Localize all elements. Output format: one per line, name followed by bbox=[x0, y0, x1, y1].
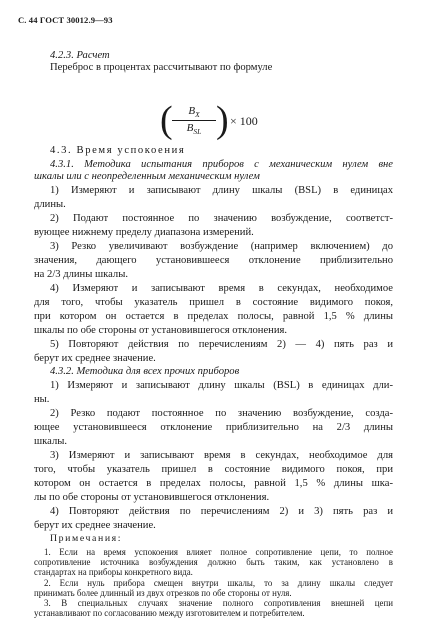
item-4-line-1: 4) Измеряют и записывают время в секундах, необходимое bbox=[50, 283, 393, 294]
item-3-line-1: 3) Резко увеличивают возбуждение (например включением) до bbox=[50, 241, 393, 252]
section-4-2-3-text: Переброс в процентах рассчитывают по формуле bbox=[50, 62, 273, 73]
item-5-line-1: 5) Повторяют действия по перечислениям 2) — 4) пять раз и bbox=[50, 339, 393, 350]
item-1-line-1: 1) Измеряют и записывают длину шкалы (BSL) в единицах bbox=[50, 185, 393, 196]
item-4-line-3: при котором он остается в пределах полосы, равной 1,5 % длины bbox=[34, 311, 393, 322]
item-4-line-2: для того, чтобы указатель пришел в состояние видимого покоя, bbox=[34, 297, 393, 308]
item-b2-line-3: шкалы. bbox=[34, 436, 67, 447]
item-2-line-2: вующее нижнему пределу диапазона измерений. bbox=[34, 227, 254, 238]
formula-denominator: $B_{SL}$ bbox=[186, 122, 202, 137]
note-1-line-2: сопротивление источника возбуждения должно быть таким, как установлено в bbox=[34, 557, 393, 567]
item-4-line-4: шкалы по обе стороны от установившегося отклонения. bbox=[34, 325, 288, 336]
item-b3-line-3: котором он остается в пределах полосы, равной 1,5 % длины шка- bbox=[34, 478, 393, 489]
item-b4-line-2: берут их среднее значение. bbox=[34, 520, 156, 531]
right-paren: ) bbox=[216, 99, 229, 141]
formula-fraction bbox=[172, 105, 216, 136]
note-1-line-3: стандартах на приборы конкретного вида. bbox=[34, 567, 193, 577]
item-b3-line-1: 3) Измеряют и записывают время в секундах, необходимое для bbox=[50, 450, 393, 461]
formula-numerator: $B_X$ bbox=[172, 105, 216, 121]
overshoot-formula bbox=[158, 99, 268, 147]
section-4-3-2-title: 4.3.2. Методика для всех прочих приборов bbox=[50, 366, 240, 377]
notes-title: Примечания: bbox=[50, 533, 123, 544]
item-b3-line-4: лы по обе стороны от установившегося отклонения. bbox=[34, 492, 270, 503]
note-1-line-1: 1. Если на время успокоения влияет полное сопротивление цепи, то полное bbox=[44, 547, 393, 557]
section-4-3-1-title-cont: шкалы или с неопределенным механическим нулем bbox=[34, 171, 260, 182]
item-5-line-2: берут их среднее значение. bbox=[34, 353, 156, 364]
note-2-line-1: 2. Если нуль прибора смещен внутри шкалы, то за длину шкалы следует bbox=[44, 578, 393, 588]
page-header: С. 44 ГОСТ 30012.9—93 bbox=[18, 15, 113, 25]
section-4-3-title: 4.3. Время успокоения bbox=[50, 145, 186, 156]
item-b1-line-2: ны. bbox=[34, 394, 50, 405]
item-3-line-3: на 2/3 длины шкалы. bbox=[34, 269, 128, 280]
note-2-line-2: принимать более длинный из двух отрезков по обе стороны от нуля. bbox=[34, 588, 292, 598]
item-b4-line-1: 4) Повторяют действия по перечислениям 2) и 3) пять раз и bbox=[50, 506, 393, 517]
item-b1-line-1: 1) Измеряют и записывают длину шкалы (BSL) в единицах дли- bbox=[50, 380, 393, 391]
formula-multiplier: × 100 bbox=[230, 114, 258, 128]
left-paren: ( bbox=[160, 99, 173, 141]
item-3-line-2: значения, дающего установившееся отклонение приблизительно bbox=[34, 255, 393, 266]
item-b2-line-1: 2) Резко подают постоянное по значению возбуждение, созда- bbox=[50, 408, 393, 419]
note-3-line-1: 3. В специальных случаях значение полного сопротивления внешней цепи bbox=[44, 598, 393, 608]
item-1-line-2: длины. bbox=[34, 199, 66, 210]
section-4-3-1-title: 4.3.1. Методика испытания приборов с механическим нулем вне bbox=[50, 159, 393, 170]
item-b3-line-2: того, чтобы указатель пришел в состояние видимого покоя, при bbox=[34, 464, 393, 475]
item-2-line-1: 2) Подают постоянное по значению возбуждение, соответст- bbox=[50, 213, 393, 224]
note-3-line-2: устанавливают по согласованию между изготовителем и потребителем. bbox=[34, 608, 305, 618]
item-b2-line-2: ющее установившееся отклонение приблизительно на 2/3 длины bbox=[34, 422, 393, 433]
section-4-2-3-title: 4.2.3. Расчет bbox=[50, 50, 110, 61]
